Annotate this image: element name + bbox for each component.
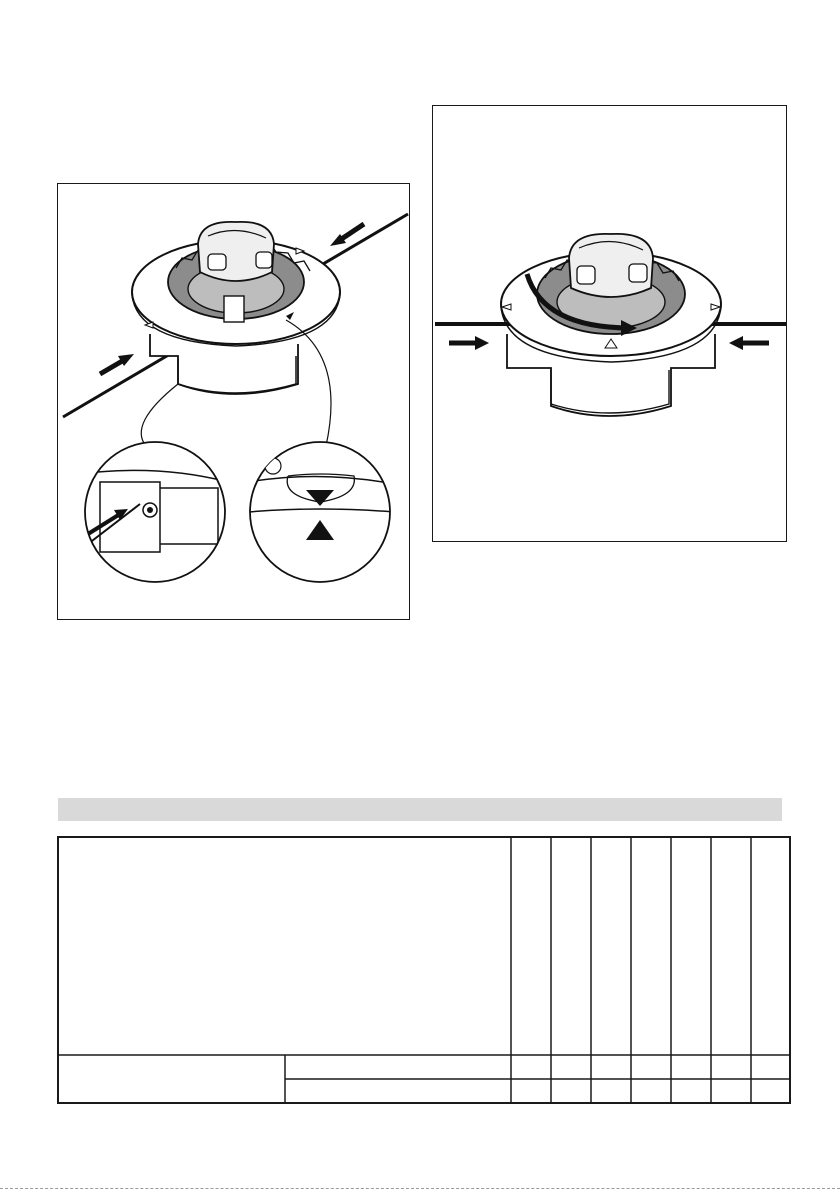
- illustration-left-panel: [57, 183, 410, 620]
- push-arrow-top-right: [340, 224, 364, 240]
- detail-circle-alignment: [248, 442, 394, 582]
- push-arrow-bottom-left: [100, 360, 124, 374]
- detail-circle-eyelet: [78, 442, 228, 582]
- trimmer-head-assembly-drawing: [58, 184, 411, 621]
- illustration-right-panel: [432, 105, 787, 542]
- maintenance-table: [57, 836, 791, 1104]
- page-bottom-rule: [0, 1188, 840, 1189]
- eyelet-window: [224, 296, 244, 322]
- table-grid: [57, 836, 791, 1104]
- trimmer-head-winding-drawing: [433, 106, 788, 543]
- section-header-bar: [58, 798, 782, 821]
